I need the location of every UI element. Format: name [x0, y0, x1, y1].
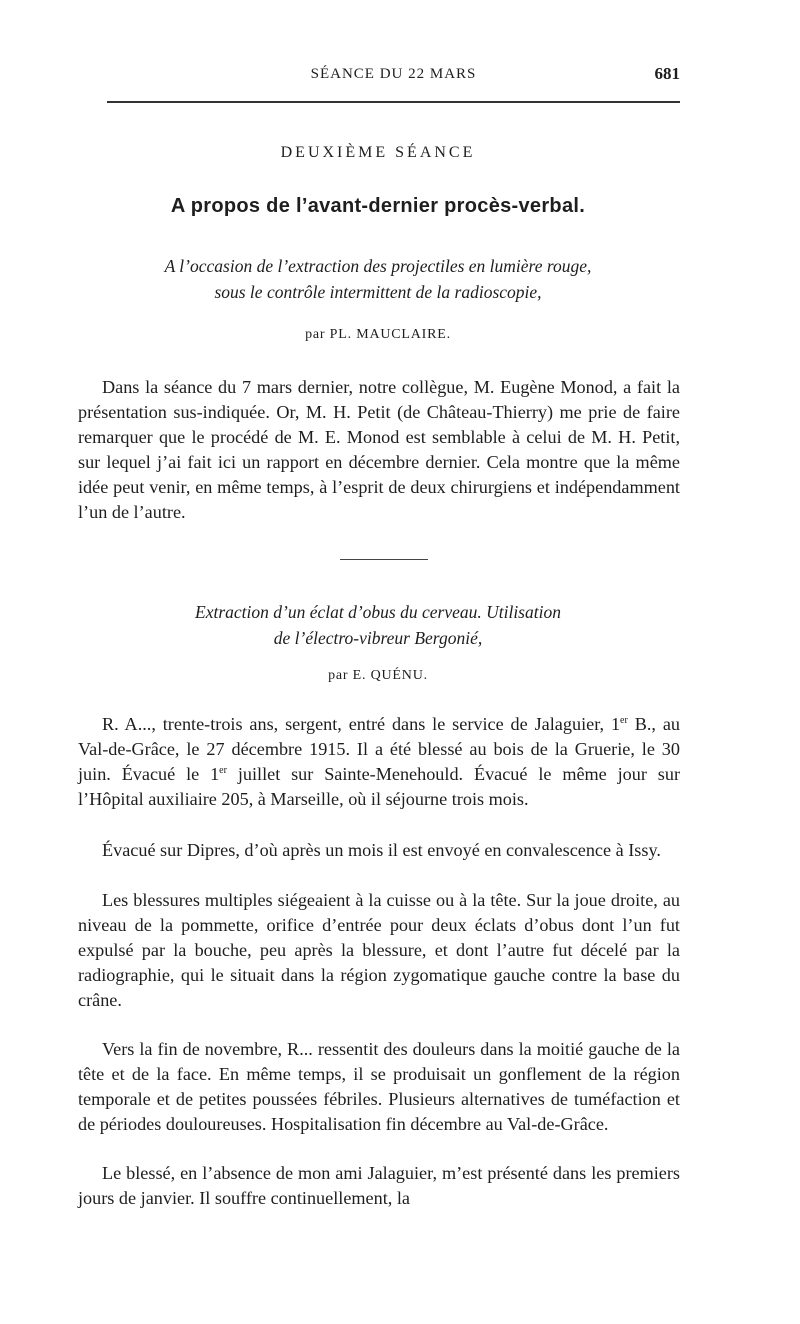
article2-title-line-2: de l’électro-vibreur Bergonié, [273, 628, 483, 648]
article-paragraph: Dans la séance du 7 mars dernier, notre collègue, M. Eugène Monod, a fait la présentation sus-indiquée. Or, M. H. Petit (de Château-Thierry) me prie de faire remarquer que le procédé de M. E. Monod est semblable à celui de M. H. Petit, sur lequel j’ai fait ici un rapport en décembre dernier. Cela montre que la même idée peut venir, en même temps, à l’esprit de deux chirurgiens et indépendamment l’un de l’autre. [78, 377, 680, 522]
running-header-title: SÉANCE DU 22 MARS [310, 66, 477, 82]
page-number: 681 [654, 64, 680, 83]
p1-text-1: R. A..., trente-trois ans, sergent, entré dans le service de Jalaguier, 1 [102, 714, 621, 734]
article2-paragraph-3: Les blessures multiples siégeaient à la cuisse ou à la tête. Sur la joue droite, au niveau de la pommette, orifice d’entrée pour deux éclats d’obus dont l’un fut expulsé par la bouche, peu après la blessure, et dont l’autre fut décelé par la radiographie, qui le situait dans la région zygomatique gauche contre la base du crâne. [78, 890, 680, 1010]
p1-sup-1: er [620, 714, 628, 726]
article-title: A propos de l’avant-dernier procès-verbal. [170, 195, 586, 217]
article-subtitle-line-1: A l’occasion de l’extraction des projectiles en lumière rouge, [164, 256, 592, 276]
article2-paragraph-1 [78, 712, 680, 812]
article2-paragraph-4: Vers la fin de novembre, R... ressentit des douleurs dans la moitié gauche de la tête et de la face. En même temps, il se produisait un gonflement de la région temporale et de petites poussées fébriles. Plusieurs alternatives de tuméfaction et de périodes douloureuses. Hospitalisation fin décembre au Val-de-Grâce. [78, 1039, 680, 1134]
section-title: DEUXIÈME SÉANCE [280, 144, 476, 161]
running-header [107, 62, 680, 92]
section-separator [340, 559, 428, 560]
article2-byline: par E. QUÉNU. [328, 668, 428, 683]
article2-title-line-1: Extraction d’un éclat d’obus du cerveau. Utilisation [195, 602, 561, 622]
p1-text-2: B., au Val-de-Grâce, le 27 décembre 1915. Il a été blessé au bois de la Gruerie, le 30 juin. Évacué le 1 [78, 714, 680, 784]
p1-text-3: juillet sur Sainte-Menehould. Évacué le même jour sur l’Hôpital auxiliaire 205, à Marseille, où il séjourne trois mois. [78, 764, 681, 809]
p1-sup-2: er [219, 764, 227, 776]
article2-paragraph-2: Évacué sur Dipres, d’où après un mois il est envoyé en convalescence à Issy. [102, 840, 661, 860]
article-byline: par PL. MAUCLAIRE. [305, 327, 451, 342]
article-subtitle-line-2: sous le contrôle intermittent de la radioscopie, [214, 282, 542, 302]
article2-paragraph-5: Le blessé, en l’absence de mon ami Jalaguier, m’est présenté dans les premiers jours de janvier. Il souffre continuellement, la [78, 1163, 680, 1208]
header-rule [107, 101, 680, 103]
